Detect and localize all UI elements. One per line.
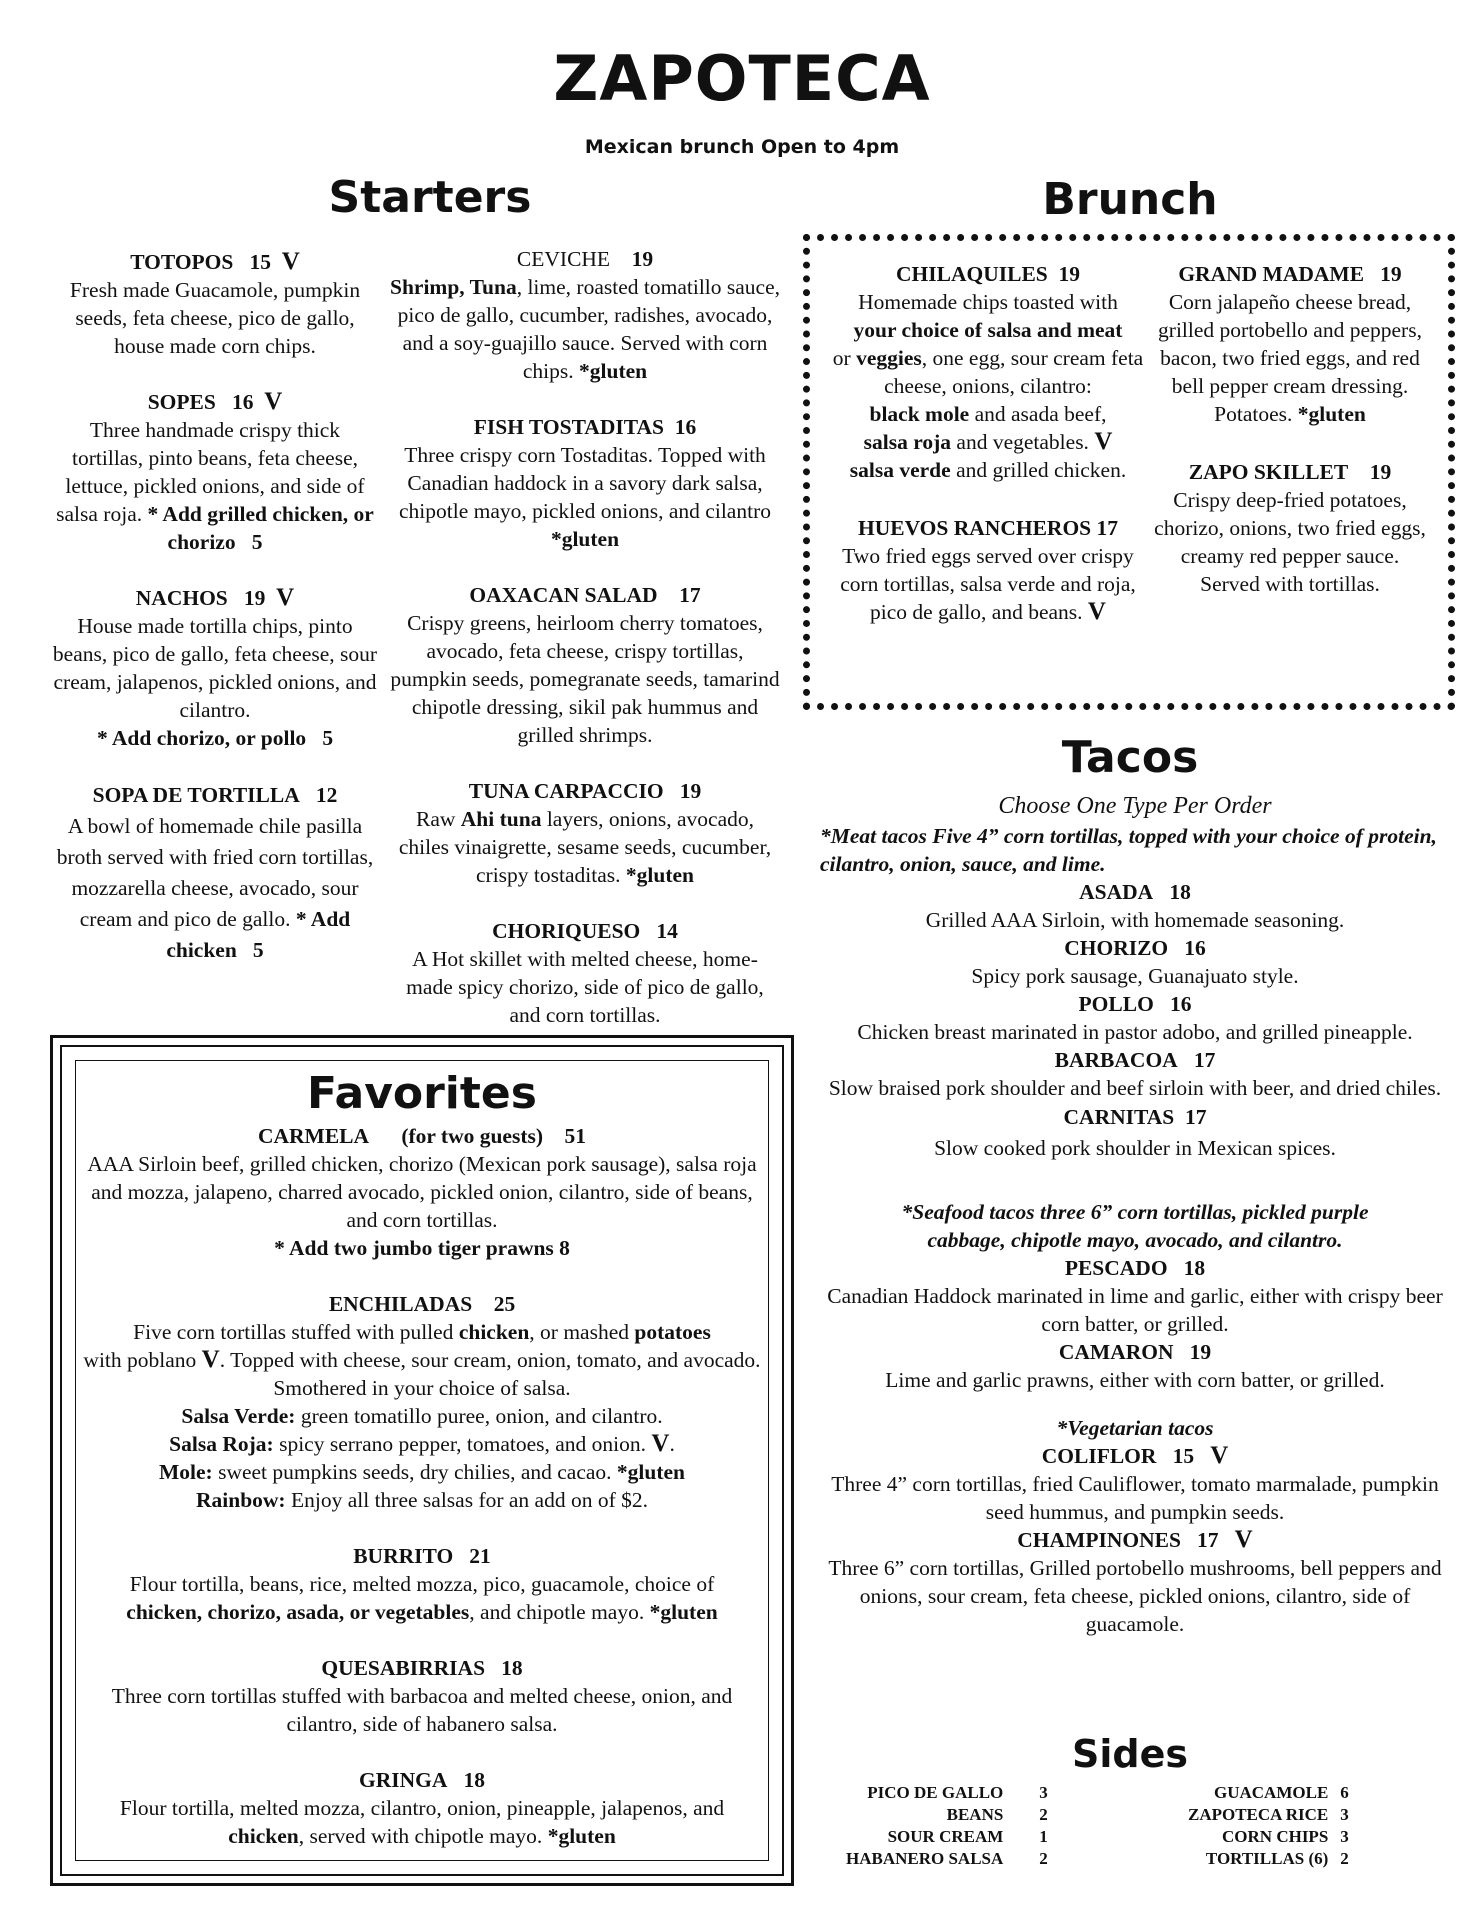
item-name: CHAMPINONES bbox=[1017, 1528, 1181, 1552]
item-description: Two fried eggs served over crispy corn tortillas, salsa verde and roja, pico de gallo, and beans. bbox=[840, 544, 1136, 624]
vegetarian-mark: V bbox=[264, 388, 283, 415]
item-name: BARBACOA bbox=[1054, 1048, 1178, 1072]
starters-left-column bbox=[52, 248, 378, 994]
item-description: Lime and garlic prawns, either with corn batter, or grilled. bbox=[885, 1368, 1385, 1392]
vegetarian-mark: V bbox=[1234, 1526, 1253, 1553]
menu-item-carmela bbox=[82, 1122, 762, 1262]
item-description: Flour tortilla, melted mozza, cilantro, onion, pineapple, jalapenos, and bbox=[119, 1796, 725, 1820]
item-highlight: chicken bbox=[228, 1824, 299, 1848]
vegetarian-mark: V bbox=[201, 1346, 220, 1373]
side-name: PICO DE GALLO bbox=[867, 1783, 1004, 1802]
item-name: CEVICHE bbox=[516, 247, 611, 271]
vegetarian-mark: V bbox=[281, 248, 300, 275]
item-name: ENCHILADAS bbox=[328, 1292, 473, 1316]
item-description: with poblano bbox=[83, 1348, 202, 1372]
side-item bbox=[1182, 1826, 1355, 1848]
menu-item-burrito bbox=[82, 1542, 762, 1626]
item-description: House made tortilla chips, pinto beans, pico de gallo, feta cheese, sour cream, jalapenos, pickled onions, and cilantro. bbox=[52, 614, 378, 722]
item-name: CHORIQUESO bbox=[492, 919, 641, 943]
item-description: , one egg, sour cream feta cheese, onions, cilantro: bbox=[884, 346, 1144, 398]
taco-item-pescado bbox=[820, 1254, 1450, 1338]
side-item bbox=[840, 1804, 1054, 1826]
item-name: CARNITAS bbox=[1063, 1105, 1175, 1129]
item-highlight: veggies bbox=[856, 346, 922, 370]
gluten-note: *gluten bbox=[550, 527, 620, 551]
vegetarian-tacos-list bbox=[820, 1442, 1450, 1638]
item-price: 18 bbox=[1169, 880, 1191, 904]
item-description: Three crispy corn Tostaditas. Topped with Canadian haddock in a savory dark salsa, chipotle mayo, pickled onions, and cilantro bbox=[399, 443, 771, 523]
gluten-note: *gluten bbox=[625, 863, 694, 887]
vegetarian-mark: V bbox=[1210, 1442, 1229, 1469]
menu-item-fish-tostaditas bbox=[390, 413, 780, 553]
item-description: and asada beef, bbox=[969, 402, 1107, 426]
item-price: 17 bbox=[1096, 516, 1118, 540]
item-description: and grilled chicken. bbox=[950, 458, 1127, 482]
item-name: TUNA CARPACCIO bbox=[468, 779, 664, 803]
item-description: AAA Sirloin beef, grilled chicken, chorizo (Mexican pork sausage), salsa roja and mozza, jalapeno, charred avocado, pickled onion, cilantro, side of beans, and corn tortillas. bbox=[87, 1152, 757, 1232]
menu-item-enchiladas: ENCHILADAS 25 Five corn tortillas stuffed with pulled chicken, or mashed potatoes with poblano V. Topped with cheese, sour cream, onion, tomato, and avocado. Smothered in your choice of salsa. Salsa Verde: green tomatillo puree, onion, and cilantro. Salsa Roja: spicy serrano pepper, tomatoes, and onion. V. Mole: sweet pumpkins seeds, dry chilies, and cacao. *gluten Rainbow: Enjoy all three salsas for an add on of $2. bbox=[83, 1292, 761, 1512]
item-description: Chicken breast marinated in pastor adobo, and grilled pineapple. bbox=[857, 1020, 1413, 1044]
mole-desc: sweet pumpkins seeds, dry chilies, and cacao. bbox=[212, 1460, 617, 1484]
salsa-verde-label: Salsa Verde: bbox=[181, 1404, 296, 1428]
vegetarian-mark: V bbox=[1087, 598, 1106, 625]
starters-right-column bbox=[390, 245, 780, 1057]
item-description: , served with chipotle mayo. bbox=[298, 1824, 543, 1848]
menu-item-totopos bbox=[52, 248, 378, 360]
item-name: ASADA bbox=[1079, 880, 1154, 904]
item-price: 18 bbox=[501, 1656, 523, 1680]
gluten-note: *gluten bbox=[616, 1460, 686, 1484]
taco-item-champinones bbox=[820, 1526, 1450, 1638]
side-item bbox=[1182, 1782, 1355, 1804]
gluten-note: *gluten bbox=[579, 359, 648, 383]
seafood-tacos-intro: *Seafood tacos three 6” corn tortillas, pickled purple cabbage, chipotle mayo, avocado, and cilantro. bbox=[901, 1200, 1369, 1252]
item-description: , or mashed bbox=[529, 1320, 635, 1344]
item-highlight: black mole bbox=[869, 402, 970, 426]
menu-item-choriqueso bbox=[390, 917, 780, 1029]
item-description: , and chipotle mayo. bbox=[469, 1600, 645, 1624]
favorites-items bbox=[82, 1122, 762, 1878]
menu-item-ceviche bbox=[390, 245, 780, 385]
salsa-verde-desc: green tomatillo puree, onion, and cilantro. bbox=[295, 1404, 663, 1428]
item-price: 19 bbox=[1369, 460, 1392, 484]
salsa-roja-desc: spicy serrano pepper, tomatoes, and onion. bbox=[273, 1432, 652, 1456]
item-highlight: Shrimp, Tuna bbox=[390, 275, 517, 299]
tacos-heading: Tacos bbox=[1061, 732, 1199, 783]
rainbow-label: Rainbow: bbox=[195, 1488, 286, 1512]
menu-item-oaxacan-salad bbox=[390, 581, 780, 749]
taco-item-pollo bbox=[820, 990, 1450, 1046]
menu-item-nachos bbox=[52, 584, 378, 752]
item-description: . Topped with cheese, sour cream, onion, tomato, and avocado. Smothered in your choice of salsa. bbox=[219, 1348, 761, 1400]
item-description: Five corn tortillas stuffed with pulled bbox=[133, 1320, 459, 1344]
item-description: Spicy pork sausage, Guanajuato style. bbox=[971, 964, 1299, 988]
item-highlight: salsa verde bbox=[849, 458, 951, 482]
item-highlight: chicken bbox=[458, 1320, 530, 1344]
item-description: Three corn tortillas stuffed with barbacoa and melted cheese, onion, and cilantro, side of habanero salsa. bbox=[111, 1684, 733, 1736]
meat-tacos-intro: *Meat tacos Five 4” corn tortillas, topped with your choice of protein, cilantro, onion, sauce, and lime. bbox=[820, 824, 1437, 876]
item-addon-price: 5 bbox=[251, 530, 263, 554]
item-addon: * Add grilled chicken, or chorizo bbox=[147, 502, 374, 554]
menu-item-sopa-de-tortilla bbox=[52, 780, 378, 966]
item-description: Fresh made Guacamole, pumpkin seeds, feta cheese, pico de gallo, house made corn chips. bbox=[69, 278, 361, 358]
item-price: 16 bbox=[1169, 992, 1192, 1016]
item-description: A Hot skillet with melted cheese, home-made spicy chorizo, side of pico de gallo, and corn tortillas. bbox=[406, 947, 764, 1027]
brunch-right-column bbox=[1150, 260, 1430, 626]
brunch-left-column bbox=[828, 260, 1148, 654]
side-price: 6 bbox=[1340, 1783, 1349, 1802]
vegetarian-mark: V bbox=[276, 584, 295, 611]
item-highlight: potatoes bbox=[634, 1320, 711, 1344]
side-price: 2 bbox=[1340, 1849, 1349, 1868]
side-price: 1 bbox=[1039, 1827, 1048, 1846]
side-item bbox=[840, 1826, 1054, 1848]
item-price: 17 bbox=[1184, 1105, 1207, 1129]
item-name: GRINGA bbox=[358, 1768, 448, 1792]
item-name: CAMARON bbox=[1058, 1340, 1174, 1364]
item-description-prefix: Raw bbox=[415, 807, 461, 831]
item-price: 18 bbox=[463, 1768, 486, 1792]
side-price: 3 bbox=[1340, 1827, 1349, 1846]
item-price: 14 bbox=[656, 919, 678, 943]
item-note: (for two guests) bbox=[401, 1124, 544, 1148]
item-addon: * Add chorizo, or pollo bbox=[96, 726, 307, 750]
item-price: 19 bbox=[631, 247, 654, 271]
item-description: Grilled AAA Sirloin, with homemade seasoning. bbox=[925, 908, 1345, 932]
item-description: layers, onions, avocado, chiles vinaigrette, sesame seeds, cucumber, crispy tostaditas. bbox=[398, 807, 772, 887]
item-name: PESCADO bbox=[1064, 1256, 1168, 1280]
item-name: FISH TOSTADITAS bbox=[473, 415, 664, 439]
item-name: COLIFLOR bbox=[1041, 1444, 1157, 1468]
item-price: 17 bbox=[679, 583, 701, 607]
tacos-section bbox=[820, 790, 1450, 1638]
item-highlight: Ahi tuna bbox=[460, 807, 542, 831]
item-description: Three 6” corn tortillas, Grilled portobello mushrooms, bell peppers and onions, sour cream, feta cheese, pickled onions, cilantro, side of guacamole. bbox=[828, 1556, 1442, 1636]
item-price: 51 bbox=[564, 1124, 587, 1148]
starters-heading: Starters bbox=[328, 172, 532, 223]
meat-tacos-list bbox=[820, 878, 1450, 1164]
vegetarian-mark: V bbox=[1094, 428, 1113, 455]
side-price: 2 bbox=[1039, 1849, 1048, 1868]
item-description: Crispy greens, heirloom cherry tomatoes, avocado, feta cheese, crispy tortillas, pumpkin seeds, pomegranate seeds, tamarind chipotle dressing, sikil pak hummus and grilled shrimps. bbox=[390, 611, 780, 747]
gluten-note: *gluten bbox=[547, 1824, 616, 1848]
item-name: ZAPO SKILLET bbox=[1188, 460, 1349, 484]
item-price: 21 bbox=[469, 1544, 491, 1568]
item-description: Flour tortilla, beans, rice, melted mozza, pico, guacamole, choice of bbox=[129, 1572, 715, 1596]
taco-item-asada bbox=[820, 878, 1450, 934]
item-description: Slow cooked pork shoulder in Mexican spices. bbox=[934, 1136, 1336, 1160]
item-addon-price: 5 bbox=[252, 938, 264, 962]
item-price: 19 bbox=[243, 586, 266, 610]
item-name: CHORIZO bbox=[1064, 936, 1169, 960]
item-price: 16 bbox=[231, 390, 254, 414]
item-price: 19 bbox=[1380, 262, 1402, 286]
salsa-roja-label: Salsa Roja: bbox=[169, 1432, 274, 1456]
side-name: BEANS bbox=[946, 1805, 1004, 1824]
item-name: SOPA DE TORTILLA bbox=[92, 783, 300, 807]
item-price: 17 bbox=[1193, 1048, 1216, 1072]
item-addon: * Add chicken bbox=[166, 907, 351, 962]
menu-item-tuna-carpaccio bbox=[390, 777, 780, 889]
item-price: 19 bbox=[1058, 262, 1080, 286]
item-price: 15 bbox=[1172, 1444, 1195, 1468]
side-name: GUACAMOLE bbox=[1214, 1783, 1329, 1802]
restaurant-subtitle: Mexican brunch Open to 4pm bbox=[584, 136, 900, 158]
item-description: Three handmade crispy thick tortillas, pinto beans, feta cheese, lettuce, pickled onions, and side of salsa roja. bbox=[56, 418, 365, 526]
item-description: Corn jalapeño cheese bread, grilled portobello and peppers, bacon, two fried eggs, and red bell pepper cream dressing. Potatoes. bbox=[1158, 290, 1422, 426]
item-price: 18 bbox=[1183, 1256, 1206, 1280]
item-name: OAXACAN SALAD bbox=[469, 583, 658, 607]
item-description: Three 4” corn tortillas, fried Cauliflower, tomato marmalade, pumpkin seed hummus, and pumpkin seeds. bbox=[831, 1472, 1439, 1524]
menu-item-sopes bbox=[52, 388, 378, 556]
taco-item-barbacoa bbox=[820, 1046, 1450, 1102]
side-name: CORN CHIPS bbox=[1222, 1827, 1329, 1846]
item-name: NACHOS bbox=[135, 586, 228, 610]
sides-left-table bbox=[840, 1782, 1054, 1870]
restaurant-title: ZAPOTECA bbox=[553, 42, 931, 115]
item-description: A bowl of homemade chile pasilla broth served with fried corn tortillas, mozzarella cheese, avocado, sour cream and pico de gallo. bbox=[56, 814, 374, 931]
item-price: 25 bbox=[493, 1292, 516, 1316]
sides-right-table bbox=[1182, 1782, 1355, 1870]
side-price: 2 bbox=[1039, 1805, 1048, 1824]
menu-item-huevos-rancheros bbox=[828, 514, 1148, 626]
side-price: 3 bbox=[1039, 1783, 1048, 1802]
vegetarian-mark: V bbox=[651, 1430, 670, 1457]
item-name: POLLO bbox=[1078, 992, 1154, 1016]
item-highlight: chicken, chorizo, asada, or vegetables bbox=[126, 1600, 470, 1624]
gluten-note: *gluten bbox=[1297, 402, 1366, 426]
item-description: Homemade chips toasted with bbox=[858, 290, 1118, 314]
item-price: 17 bbox=[1197, 1528, 1219, 1552]
item-name: CHILAQUILES bbox=[896, 262, 1048, 286]
vegetarian-tacos-intro: *Vegetarian tacos bbox=[1056, 1416, 1214, 1440]
side-name: HABANERO SALSA bbox=[846, 1849, 1004, 1868]
favorites-heading: Favorites bbox=[307, 1068, 537, 1119]
side-item bbox=[1182, 1848, 1355, 1870]
side-name: SOUR CREAM bbox=[887, 1827, 1004, 1846]
item-description: Slow braised pork shoulder and beef sirloin with beer, and dried chiles. bbox=[828, 1076, 1442, 1100]
menu-item-zapo-skillet bbox=[1150, 458, 1430, 598]
side-name: TORTILLAS (6) bbox=[1205, 1849, 1329, 1868]
taco-item-coliflor bbox=[820, 1442, 1450, 1526]
item-price: 16 bbox=[674, 415, 697, 439]
side-price: 3 bbox=[1340, 1805, 1349, 1824]
item-highlight: your choice of salsa and meat bbox=[853, 318, 1123, 342]
side-item bbox=[840, 1848, 1054, 1870]
item-description: Crispy deep-fried potatoes, chorizo, onions, two fried eggs, creamy red pepper sauce. Served with tortillas. bbox=[1154, 488, 1426, 596]
item-price: 12 bbox=[315, 783, 338, 807]
tacos-subheading: Choose One Type Per Order bbox=[998, 793, 1272, 819]
side-item bbox=[1182, 1804, 1355, 1826]
mole-label: Mole: bbox=[158, 1460, 213, 1484]
item-price: 15 bbox=[249, 250, 271, 274]
item-addon: * Add two jumbo tiger prawns 8 bbox=[274, 1236, 570, 1260]
item-price: 16 bbox=[1184, 936, 1206, 960]
item-description: , lime, roasted tomatillo sauce, pico de gallo, cucumber, radishes, avocado, and a soy-guajillo sauce. Served with corn chips. bbox=[397, 275, 781, 383]
taco-item-carnitas bbox=[820, 1102, 1450, 1164]
gluten-note: *gluten bbox=[649, 1600, 718, 1624]
item-name: BURRITO bbox=[353, 1544, 454, 1568]
item-name: CARMELA bbox=[257, 1124, 370, 1148]
brunch-heading: Brunch bbox=[1042, 174, 1218, 225]
taco-item-camaron bbox=[820, 1338, 1450, 1394]
item-description: or bbox=[832, 346, 857, 370]
item-price: 19 bbox=[679, 779, 702, 803]
taco-item-chorizo bbox=[820, 934, 1450, 990]
item-name: TOTOPOS bbox=[130, 250, 234, 274]
item-description: and vegetables. bbox=[951, 430, 1095, 454]
menu-item-quesabirrias bbox=[82, 1654, 762, 1738]
side-name: ZAPOTECA RICE bbox=[1188, 1805, 1329, 1824]
rainbow-desc: Enjoy all three salsas for an add on of $2. bbox=[285, 1488, 649, 1512]
side-item bbox=[840, 1782, 1054, 1804]
menu-item-grand-madame bbox=[1150, 260, 1430, 428]
sides-heading: Sides bbox=[1072, 1732, 1188, 1776]
item-name: GRAND MADAME bbox=[1178, 262, 1365, 286]
item-highlight: salsa roja bbox=[863, 430, 952, 454]
item-description: Canadian Haddock marinated in lime and garlic, either with crispy beer corn batter, or grilled. bbox=[827, 1284, 1443, 1336]
menu-item-chilaquiles bbox=[828, 260, 1148, 484]
item-addon-price: 5 bbox=[322, 726, 334, 750]
seafood-tacos-list bbox=[820, 1254, 1450, 1394]
item-name: HUEVOS RANCHEROS bbox=[858, 516, 1092, 540]
item-price: 19 bbox=[1189, 1340, 1212, 1364]
menu-item-gringa bbox=[82, 1766, 762, 1850]
item-name: QUESABIRRIAS bbox=[321, 1656, 486, 1680]
item-name: SOPES bbox=[147, 390, 216, 414]
